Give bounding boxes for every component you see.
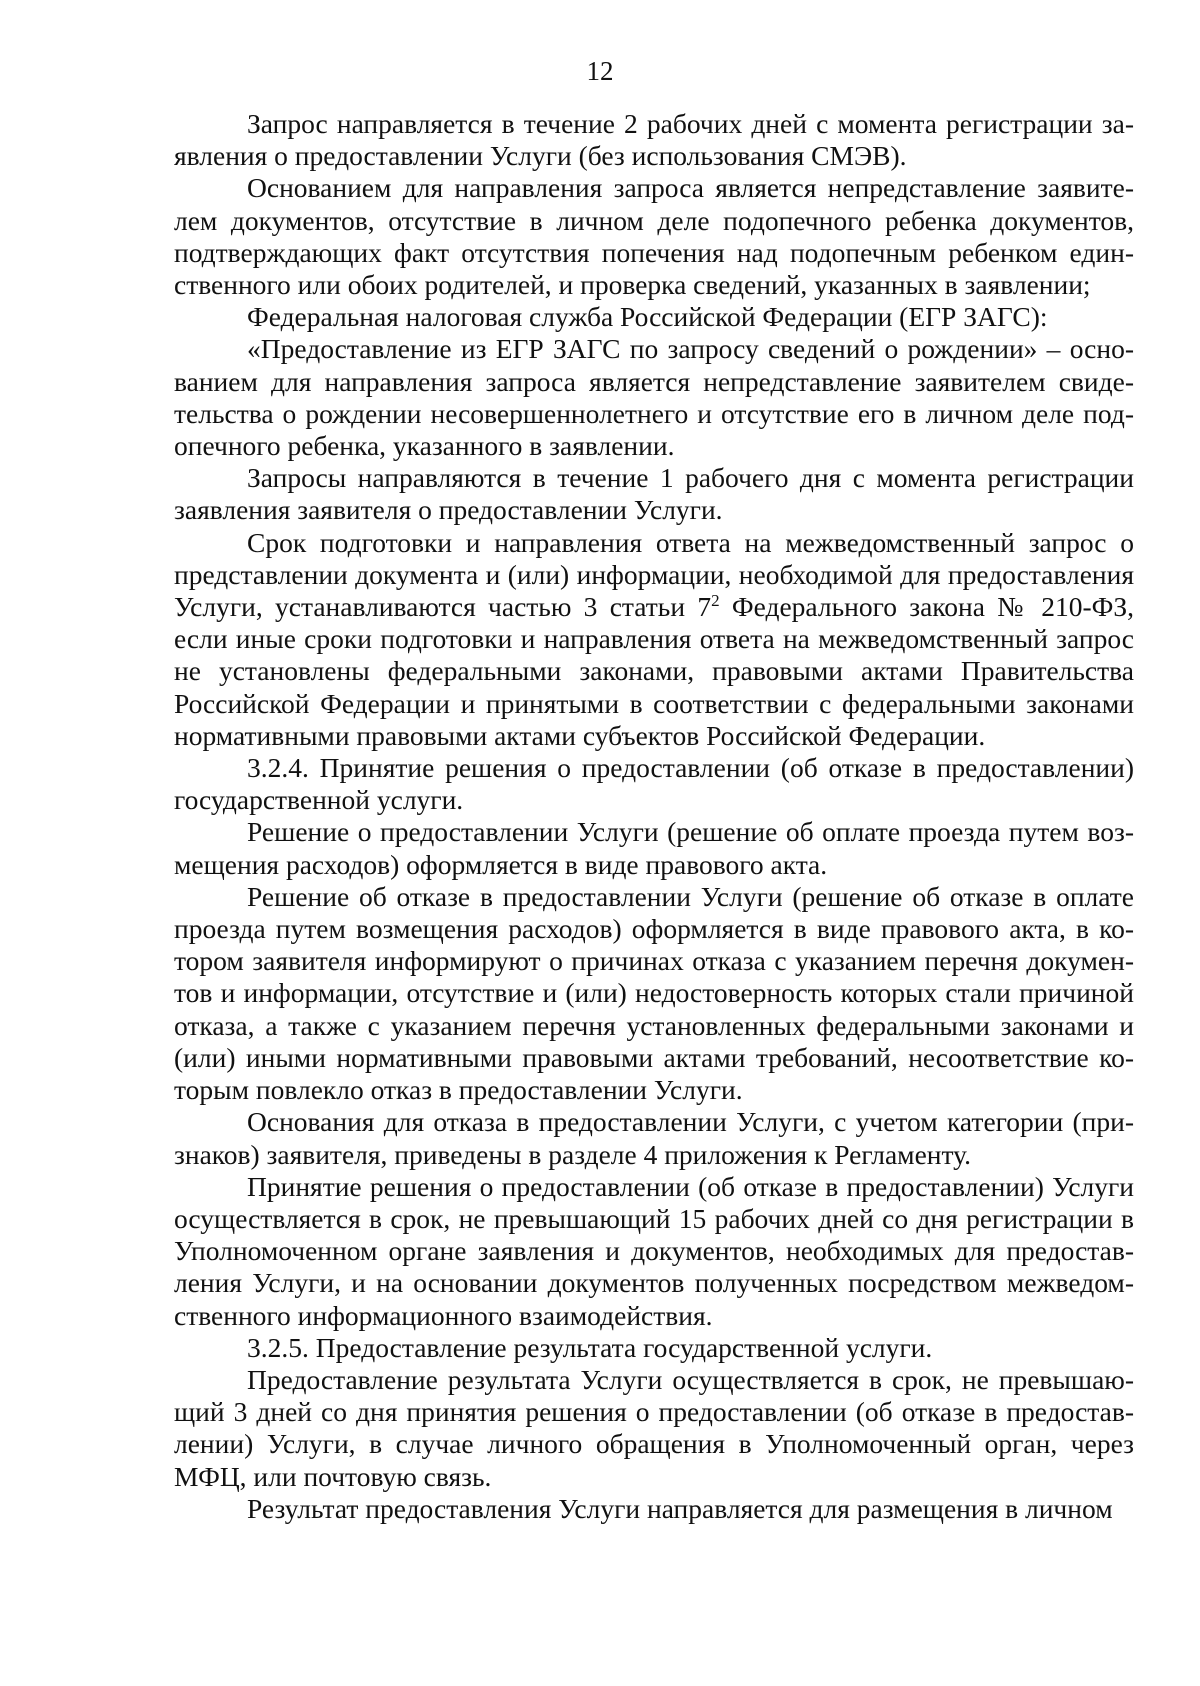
paragraph-text: Срок подготовки и направления ответа на межведомственный запрос о представлении документа и (или) информации, необходимой для предоставления Услуги, устанавливаются частью 3 статьи 7 xyxy=(174,526,1134,623)
paragraph: Запрос направляется в течение 2 рабочих дней с момента регистрации заявления о предоставлении Услуги (без использования СМЭВ). xyxy=(174,108,1134,172)
paragraph xyxy=(174,527,1134,752)
paragraph: Федеральная налоговая служба Российской Федерации (ЕГР ЗАГС): xyxy=(247,301,1048,333)
page-number: 12 xyxy=(586,56,614,86)
paragraph: Результат предоставления Услуги направляется для размещения в личном xyxy=(247,1492,1113,1524)
document-body xyxy=(174,108,1134,1525)
superscript: 2 xyxy=(711,590,720,610)
paragraph: Принятие решения о предоставлении (об отказе в предоставлении) Услуги осуществляется в срок, не превышающий 15 рабочих дней со дня регистрации в Уполномоченном органе заявления и документов, необходимых для предоставления Услуги, и на основании документов полученных посредством межведомственного информационного взаимодействия. xyxy=(174,1170,1134,1331)
section-heading: 3.2.4. Принятие решения о предоставлении (об отказе в предоставлении) государственной услуги. xyxy=(174,752,1134,816)
paragraph: Предоставление результата Услуги осуществляется в срок, не превышающий 3 дней со дня принятия решения о предоставлении (об отказе в предоставлении) Услуги, в случае личного обращения в Уполномоченный орган, через МФЦ, или почтовую связь. xyxy=(174,1363,1134,1492)
paragraph: Решение об отказе в предоставлении Услуги (решение об отказе в оплате проезда путем возмещения расходов) оформляется в виде правового акта, в котором заявителя информируют о причинах отказа с указанием перечня документов и информации, отсутствие и (или) недостоверность которых стали причиной отказа, а также с указанием перечня установленных федеральными законами и (или) иными нормативными правовыми актами требований, несоответствие которым повлекло отказ в предоставлении Услуги. xyxy=(174,880,1134,1106)
paragraph: Решение о предоставлении Услуги (решение об оплате проезда путем возмещения расходов) оформляется в виде правового акта. xyxy=(174,816,1134,880)
paragraph: «Предоставление из ЕГР ЗАГС по запросу сведений о рождении» – основанием для направления запроса является непредставление заявителем свидетельства о рождении несовершеннолетнего и отсутствие его в личном деле подопечного ребенка, указанного в заявлении. xyxy=(174,333,1134,462)
paragraph-text: Федерального закона № 210-ФЗ, если иные сроки подготовки и направления ответа на межведомственный запрос не установлены федеральными законами, правовыми актами Правительства Российской Федерации и принятыми в соответствии с федеральными законами нормативными правовыми актами субъектов Российской Федерации. xyxy=(174,591,1134,751)
paragraph: Основания для отказа в предоставлении Услуги, с учетом категории (признаков) заявителя, приведены в разделе 4 приложения к Регламенту. xyxy=(174,1106,1134,1170)
section-heading: 3.2.5. Предоставление результата государственной услуги. xyxy=(247,1331,933,1363)
paragraph: Запросы направляются в течение 1 рабочего дня с момента регистрации заявления заявителя о предоставлении Услуги. xyxy=(174,462,1134,526)
paragraph: Основанием для направления запроса является непредставление заявителем документов, отсутствие в личном деле подопечного ребенка документов, подтверждающих факт отсутствия попечения над подопечным ребенком единственного или обоих родителей, и проверка сведений, указанных в заявлении; xyxy=(174,172,1134,301)
